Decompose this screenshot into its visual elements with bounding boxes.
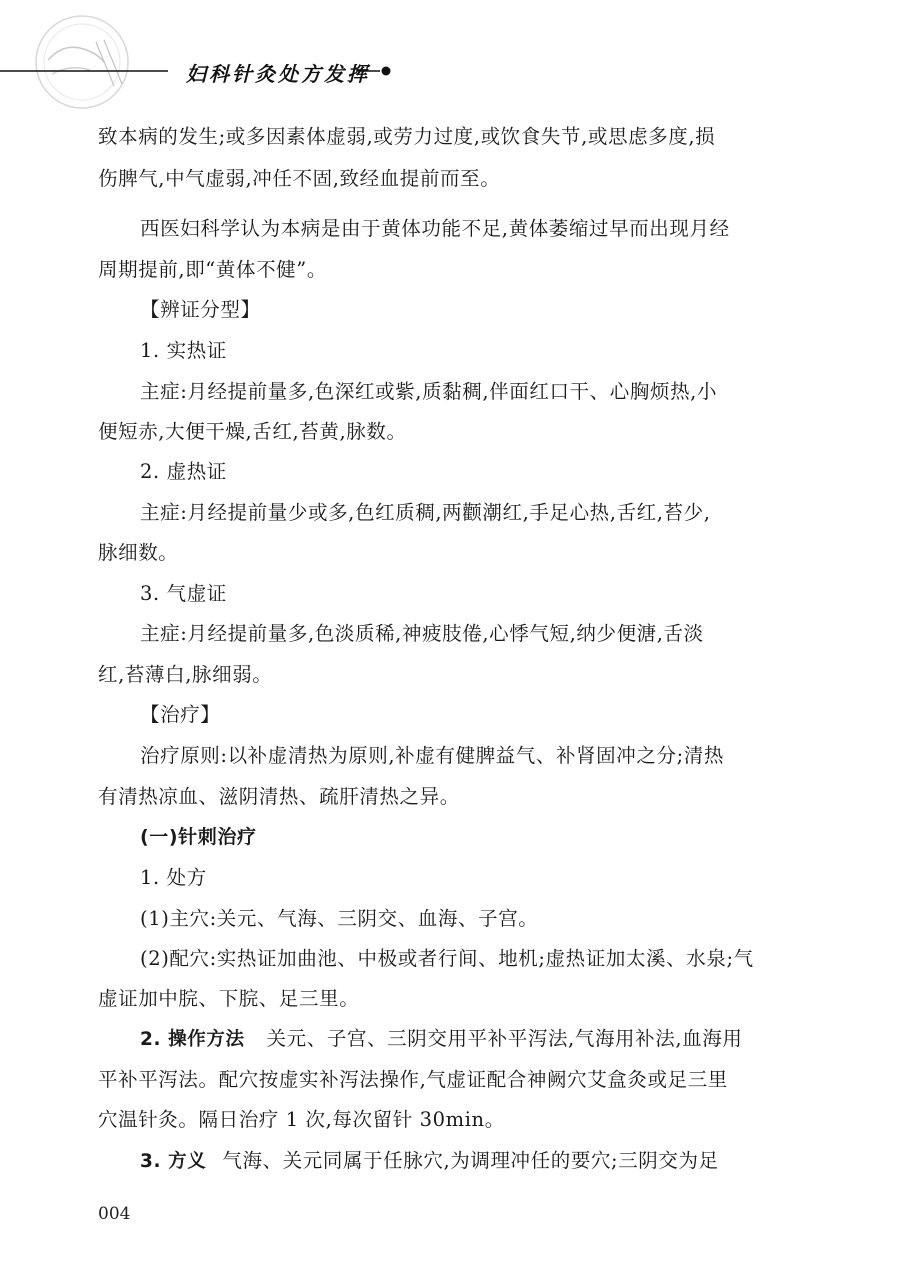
text-line: (2)配穴:实热证加曲池、中极或者行间、地机;虚热证加太溪、水泉;气 (140, 947, 754, 970)
text-line: 主症:月经提前量少或多,色红质稠,两颧潮红,手足心热,舌红,苔少, (140, 501, 711, 524)
text-line: 西医妇科学认为本病是由于黄体功能不足,黄体萎缩过早而出现月经 (140, 217, 730, 240)
rationale-text: 气海、关元同属于任脉穴,为调理冲任的要穴;三阴交为足 (222, 1149, 719, 1172)
text-line: 周期提前,即“黄体不健”。 (98, 258, 327, 281)
operation-text: 关元、子宫、三阴交用平补平泻法,气海用补法,血海用 (266, 1027, 743, 1050)
text-line-operation (140, 1024, 742, 1054)
subheading-deficiency-heat: 2. 虚热证 (140, 460, 227, 483)
text-line: (1)主穴:关元、气海、三阴交、血海、子宫。 (140, 907, 539, 930)
subheading-qi-deficiency: 3. 气虚证 (140, 582, 227, 605)
text-line: 主症:月经提前量多,色淡质稀,神疲肢倦,心悸气短,纳少便溏,舌淡 (140, 622, 704, 645)
text-line: 穴温针灸。隔日治疗 1 次,每次留针 30min。 (98, 1108, 505, 1131)
text-line: 平补平泻法。配穴按虚实补泻法操作,气虚证配合神阙穴艾盒灸或足三里 (98, 1068, 728, 1091)
section-heading-differentiation: 【辨证分型】 (140, 298, 261, 321)
header-decoration-icon (0, 0, 900, 110)
subheading-excess-heat: 1. 实热证 (140, 339, 227, 362)
text-line: 脉细数。 (98, 541, 179, 564)
subheading-rationale: 3. 方义 (140, 1151, 207, 1172)
page-number: 004 (98, 1204, 131, 1224)
text-line-rationale (140, 1146, 719, 1176)
text-line: 有清热凉血、滋阴清热、疏肝清热之异。 (98, 785, 460, 808)
running-header (0, 0, 900, 110)
subheading-operation: 2. 操作方法 (140, 1029, 245, 1050)
section-heading-treatment: 【治疗】 (140, 703, 221, 726)
text-line: 红,苔薄白,脉细弱。 (98, 663, 273, 686)
section-heading-acupuncture: (一)针刺治疗 (140, 826, 257, 848)
subheading-prescription: 1. 处方 (140, 866, 207, 889)
text-line: 便短赤,大便干燥,舌红,苔黄,脉数。 (98, 420, 407, 443)
text-line: 治疗原则:以补虚清热为原则,补虚有健脾益气、补肾固冲之分;清热 (140, 744, 724, 767)
header-title: 妇科针灸处方发挥 (186, 62, 370, 86)
text-line: 虚证加中脘、下脘、足三里。 (98, 987, 360, 1010)
text-line: 致本病的发生;或多因素体虚弱,或劳力过度,或饮食失节,或思虑多度,损 (98, 125, 716, 148)
text-line: 主症:月经提前量多,色深红或紫,质黏稠,伴面红口干、心胸烦热,小 (140, 380, 718, 403)
text-line: 伤脾气,中气虚弱,冲任不固,致经血提前而至。 (98, 167, 501, 190)
